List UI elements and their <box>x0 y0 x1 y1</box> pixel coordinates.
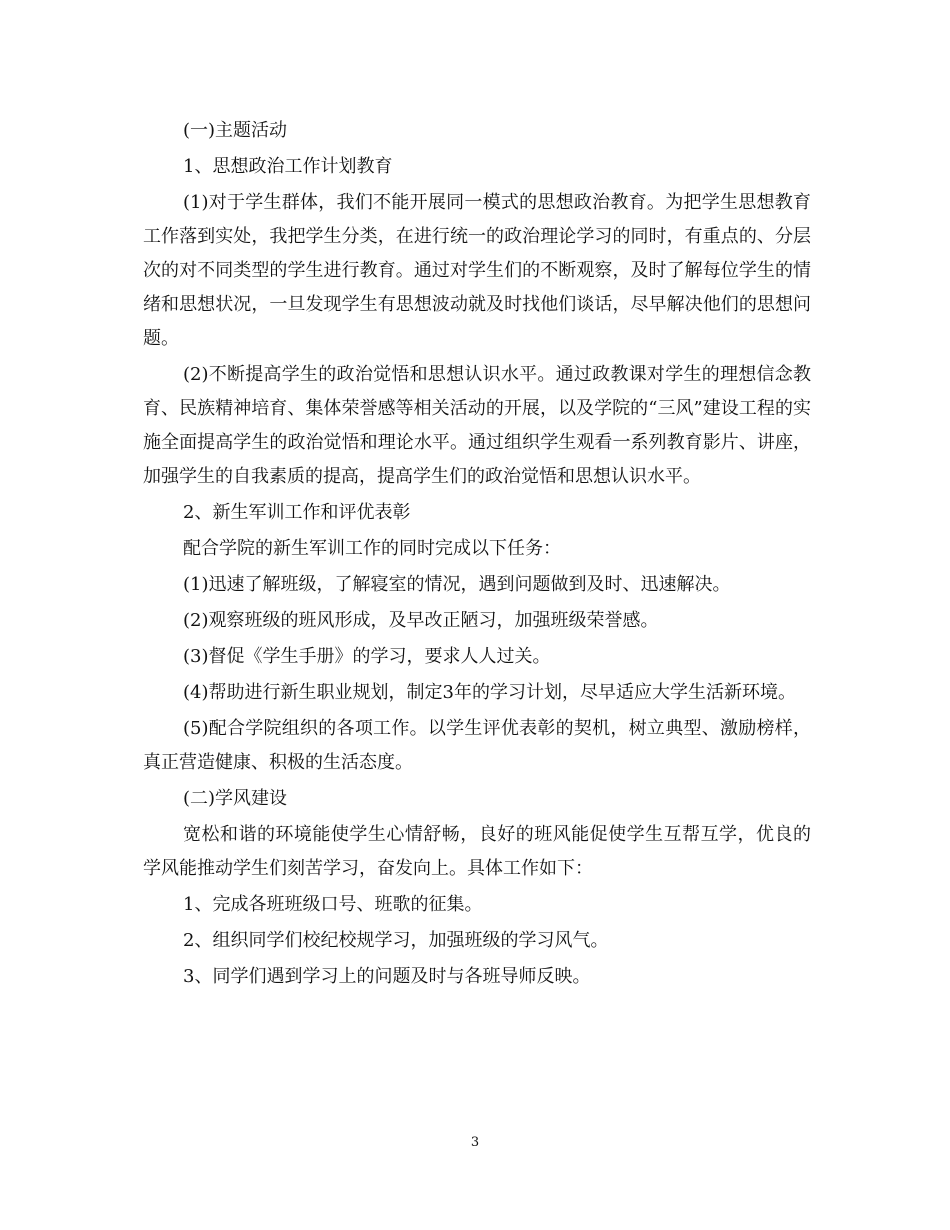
task-item-2: (2)观察班级的班风形成，及早改正陋习，加强班级荣誉感。 <box>183 610 659 631</box>
section-heading-study-style: (二)学风建设 <box>183 788 288 809</box>
task-item-4: (4)帮助进行新生职业规划，制定3年的学习计划，尽早适应大学生活新环境。 <box>183 682 796 703</box>
paragraph-study-style-intro: 宽松和谐的环境能使学生心情舒畅，良好的班风能促使学生互帮互学，优良的学风能推动学生们刻苦学习，奋发向上。具体工作如下： <box>143 824 811 879</box>
paragraph-item-2: (2)不断提高学生的政治觉悟和思想认识水平。通过政教课对学生的理想信念教育、民族精神培育、集体荣誉感等相关活动的开展，以及学院的“三风”建设工程的实施全面提高学生的政治觉悟和理论水平。通过组织学生观看一系列教育影片、讲座，加强学生的自我素质的提高，提高学生们的政治觉悟和思想认识水平。 <box>143 364 811 487</box>
task-item-3: (3)督促《学生手册》的学习，要求人人过关。 <box>183 646 551 667</box>
page-number: 3 <box>470 1135 480 1150</box>
subheading-military-training: 2、新生军训工作和评优表彰 <box>183 502 411 523</box>
work-item-2: 2、组织同学们校纪校规学习，加强班级的学习风气。 <box>183 930 609 951</box>
document-body <box>143 114 811 996</box>
task-item-5: (5)配合学院组织的各项工作。以学生评优表彰的契机，树立典型、激励榜样，真正营造健康、积极的生活态度。 <box>143 718 811 773</box>
work-item-3: 3、同学们遇到学习上的问题及时与各班导师反映。 <box>183 966 591 987</box>
work-item-1: 1、完成各班班级口号、班歌的征集。 <box>183 894 483 915</box>
subheading-political-education: 1、思想政治工作计划教育 <box>183 156 393 177</box>
task-item-1: (1)迅速了解班级，了解寝室的情况，遇到问题做到及时、迅速解决。 <box>183 574 731 595</box>
section-heading-theme-activities: (一)主题活动 <box>183 120 288 141</box>
paragraph-tasks-intro: 配合学院的新生军训工作的同时完成以下任务： <box>183 538 561 559</box>
paragraph-item-1: (1)对于学生群体，我们不能开展同一模式的思想政治教育。为把学生思想教育工作落到实处，我把学生分类，在进行统一的政治理论学习的同时，有重点的、分层次的对不同类型的学生进行教育。通过对学生们的不断观察，及时了解每位学生的情绪和思想状况，一旦发现学生有思想波动就及时找他们谈话，尽早解决他们的思想问题。 <box>143 192 811 349</box>
